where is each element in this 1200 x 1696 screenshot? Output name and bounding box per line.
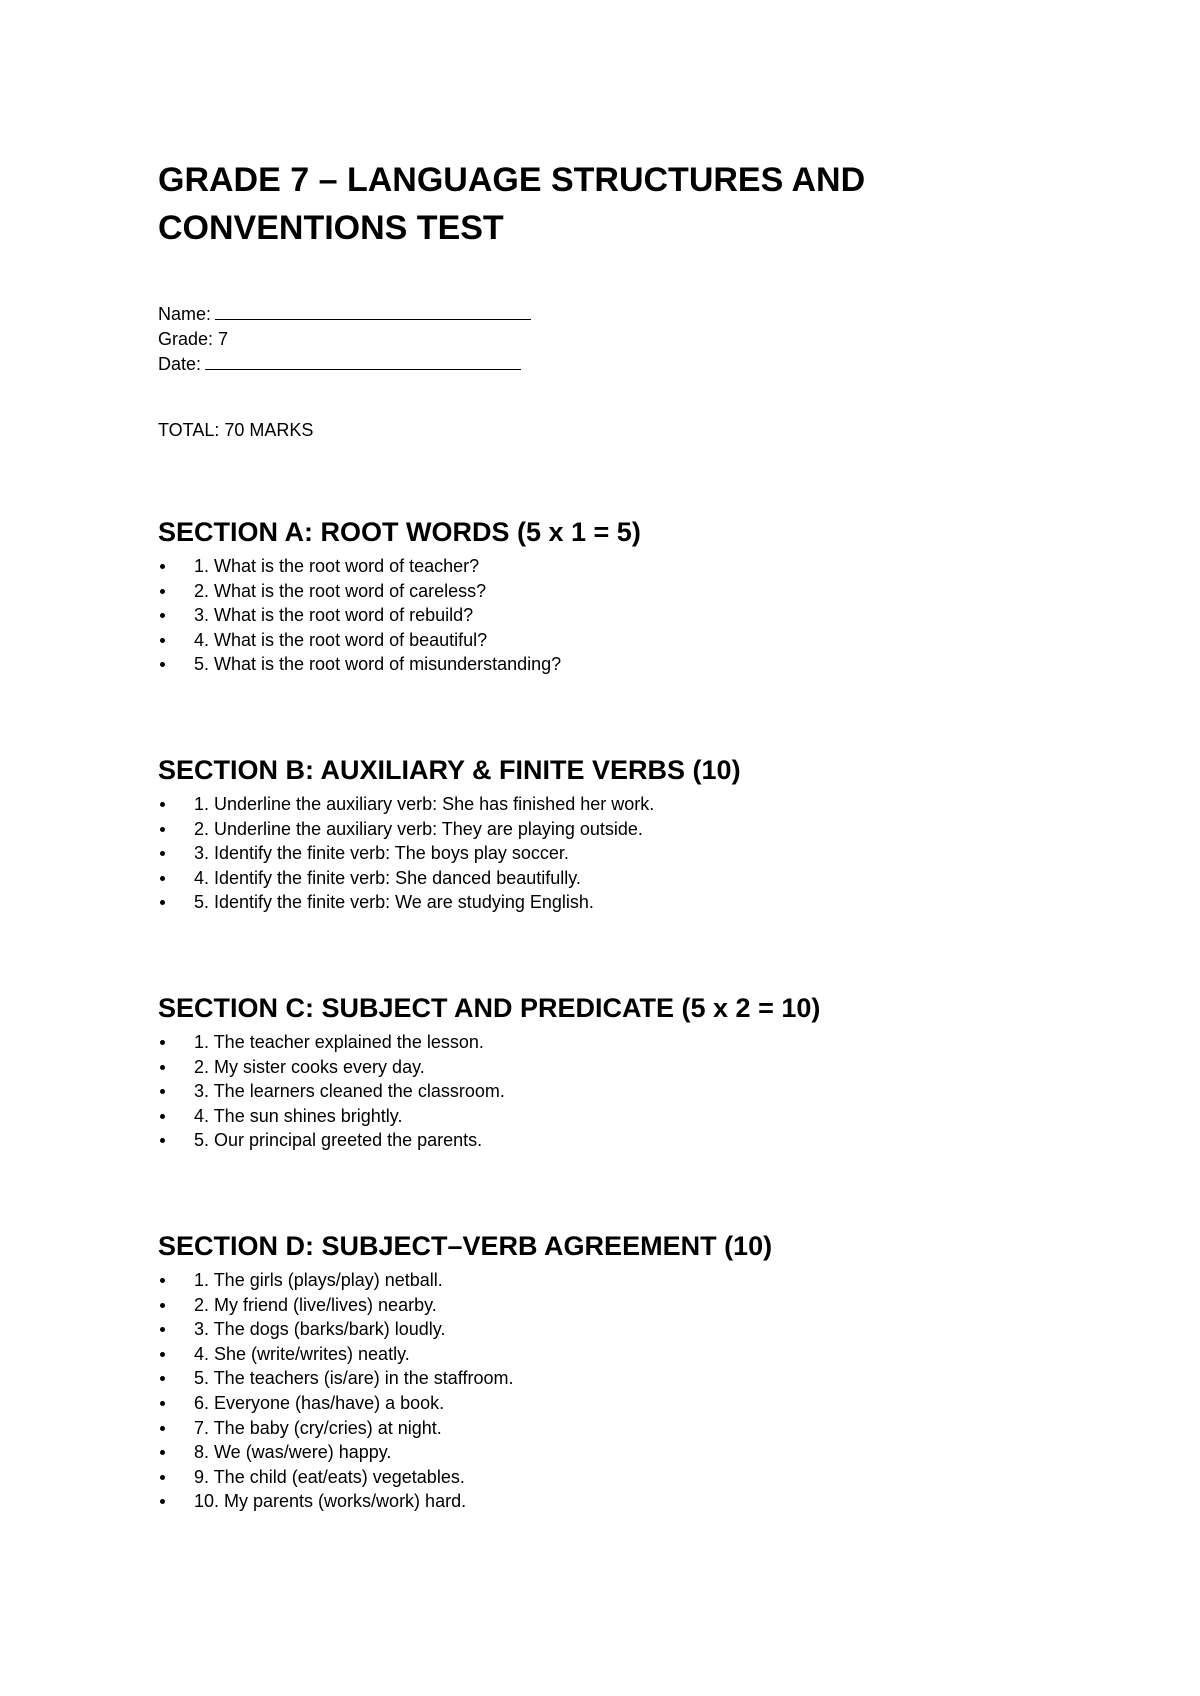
- list-item: 3. The dogs (barks/bark) loudly.: [158, 1317, 1038, 1342]
- list-item: 6. Everyone (has/have) a book.: [158, 1391, 1038, 1416]
- list-item: 7. The baby (cry/cries) at night.: [158, 1416, 1038, 1441]
- list-item: 3. The learners cleaned the classroom.: [158, 1079, 1038, 1104]
- date-blank: [205, 355, 521, 370]
- page-title: GRADE 7 – LANGUAGE STRUCTURES AND CONVENTIONS TEST: [158, 161, 866, 247]
- bullet-icon: [160, 851, 165, 856]
- bullet-icon: [160, 1376, 165, 1381]
- list-item: 1. Underline the auxiliary verb: She has finished her work.: [158, 792, 1038, 817]
- list-item: 1. The girls (plays/play) netball.: [158, 1268, 1038, 1293]
- question-list: [158, 792, 1038, 915]
- bullet-icon: [160, 1040, 165, 1045]
- total-marks: TOTAL: 70 MARKS: [158, 420, 314, 440]
- list-item: 4. She (write/writes) neatly.: [158, 1342, 1038, 1367]
- list-item: 1. The teacher explained the lesson.: [158, 1030, 1038, 1055]
- list-item: 2. My friend (live/lives) nearby.: [158, 1293, 1038, 1318]
- bullet-icon: [160, 638, 165, 643]
- section-heading: SECTION C: SUBJECT AND PREDICATE (5 x 2 = 10): [158, 993, 821, 1023]
- bullet-icon: [160, 876, 165, 881]
- bullet-icon: [160, 1138, 165, 1143]
- bullet-icon: [160, 900, 165, 905]
- list-item: 3. What is the root word of rebuild?: [158, 603, 1038, 628]
- bullet-icon: [160, 1089, 165, 1094]
- bullet-icon: [160, 802, 165, 807]
- student-info: [158, 302, 531, 377]
- bullet-icon: [160, 1401, 165, 1406]
- question-list: [158, 1030, 1038, 1153]
- list-item: 2. What is the root word of careless?: [158, 579, 1038, 604]
- section-b: [158, 752, 1038, 915]
- grade-line: [158, 327, 531, 352]
- bullet-icon: [160, 827, 165, 832]
- bullet-icon: [160, 1327, 165, 1332]
- list-item: 4. Identify the finite verb: She danced beautifully.: [158, 866, 1038, 891]
- section-a: [158, 514, 1038, 677]
- bullet-icon: [160, 589, 165, 594]
- list-item: 4. The sun shines brightly.: [158, 1104, 1038, 1129]
- list-item: 5. Our principal greeted the parents.: [158, 1128, 1038, 1153]
- bullet-icon: [160, 1450, 165, 1455]
- bullet-icon: [160, 662, 165, 667]
- list-item: 8. We (was/were) happy.: [158, 1440, 1038, 1465]
- name-blank: [215, 305, 531, 320]
- bullet-icon: [160, 1114, 165, 1119]
- list-item: 9. The child (eat/eats) vegetables.: [158, 1465, 1038, 1490]
- bullet-icon: [160, 1303, 165, 1308]
- bullet-icon: [160, 1278, 165, 1283]
- name-line: [158, 302, 531, 327]
- question-list: [158, 554, 1038, 677]
- bullet-icon: [160, 1352, 165, 1357]
- list-item: 5. Identify the finite verb: We are studying English.: [158, 890, 1038, 915]
- bullet-icon: [160, 1065, 165, 1070]
- list-item: 2. Underline the auxiliary verb: They are playing outside.: [158, 817, 1038, 842]
- list-item: 5. The teachers (is/are) in the staffroom.: [158, 1366, 1038, 1391]
- bullet-icon: [160, 564, 165, 569]
- section-d: [158, 1228, 1038, 1514]
- section-heading: SECTION D: SUBJECT–VERB AGREEMENT (10): [158, 1231, 773, 1261]
- date-label: Date:: [158, 354, 202, 374]
- list-item: 4. What is the root word of beautiful?: [158, 628, 1038, 653]
- section-heading: SECTION A: ROOT WORDS (5 x 1 = 5): [158, 517, 641, 547]
- list-item: 3. Identify the finite verb: The boys play soccer.: [158, 841, 1038, 866]
- bullet-icon: [160, 613, 165, 618]
- bullet-icon: [160, 1499, 165, 1504]
- name-label: Name:: [158, 304, 212, 324]
- question-list: [158, 1268, 1038, 1514]
- list-item: 5. What is the root word of misunderstanding?: [158, 652, 1038, 677]
- grade-label: Grade: 7: [158, 329, 229, 349]
- list-item: 10. My parents (works/work) hard.: [158, 1489, 1038, 1514]
- bullet-icon: [160, 1475, 165, 1480]
- list-item: 1. What is the root word of teacher?: [158, 554, 1038, 579]
- section-heading: SECTION B: AUXILIARY & FINITE VERBS (10): [158, 755, 741, 785]
- bullet-icon: [160, 1426, 165, 1431]
- list-item: 2. My sister cooks every day.: [158, 1055, 1038, 1080]
- date-line: [158, 352, 531, 377]
- section-c: [158, 990, 1038, 1153]
